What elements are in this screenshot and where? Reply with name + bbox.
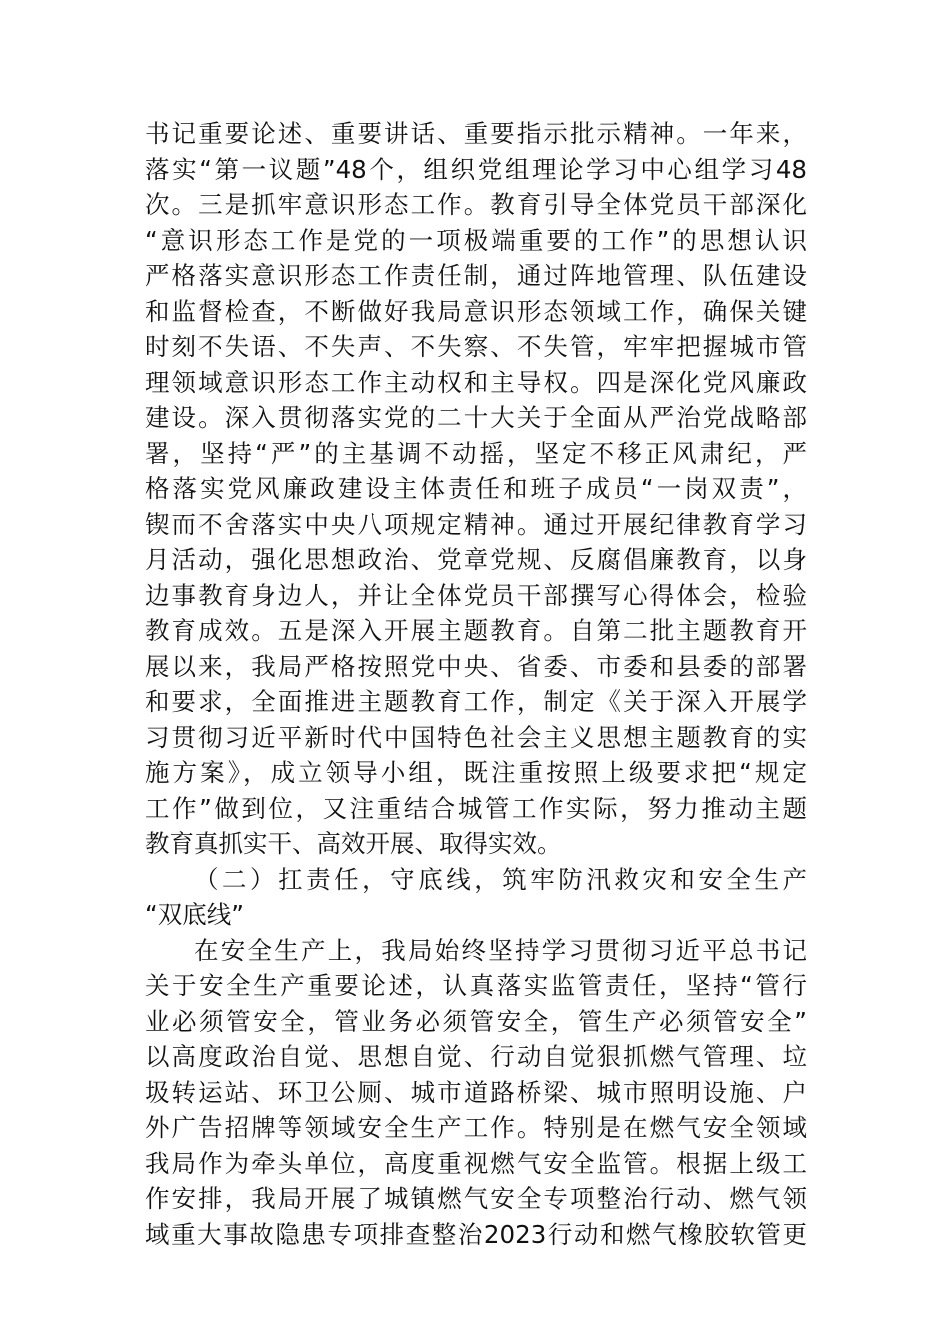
- text-line: 圾转运站、环卫公厕、城市道路桥梁、城市照明设施、户: [145, 1077, 807, 1107]
- text-line: 业必须管安全，管业务必须管安全，管生产必须管安全”: [145, 1006, 807, 1036]
- text-line: 我局作为牵头单位，高度重视燃气安全监管。根据上级工: [145, 1148, 807, 1178]
- text-line: 落实“第一议题”48个，组织党组理论学习中心组学习48: [145, 154, 807, 184]
- text-line: 施方案》，成立领导小组，既注重按照上级要求把“规定: [145, 758, 807, 787]
- text-line: 边事教育身边人，并让全体党员干部撰写心得体会，检验: [145, 580, 807, 610]
- text-line: 域重大事故隐患专项排查整治2023行动和燃气橡胶软管更: [145, 1219, 807, 1249]
- text-line: 严格落实意识形态工作责任制，通过阵地管理、队伍建设: [145, 261, 807, 290]
- text-line: 以高度政治自觉、思想自觉、行动自觉狠抓燃气管理、垃: [145, 1042, 807, 1071]
- text-line: 作安排，我局开展了城镇燃气安全专项整治行动、燃气领: [145, 1184, 807, 1213]
- text-line: 理领域意识形态工作主动权和主导权。四是深化党风廉政: [145, 367, 807, 397]
- text-line: 格落实党风廉政建设主体责任和班子成员“一岗双责”，: [145, 474, 807, 503]
- heading-line: （二）扛责任，守底线，筑牢防汛救灾和安全生产: [194, 864, 807, 894]
- section-heading: [145, 862, 807, 933]
- paragraph-party-building: [145, 116, 807, 862]
- text-line: 锲而不舍落实中央八项规定精神。通过开展纪律教育学习: [145, 509, 807, 539]
- document-body: [145, 116, 807, 1252]
- text-line: 在安全生产上，我局始终坚持学习贯彻习近平总书记: [194, 935, 807, 965]
- paragraph-safety-production: [145, 933, 807, 1253]
- text-line: 习贯彻习近平新时代中国特色社会主义思想主题教育的实: [145, 722, 807, 752]
- text-line: 和监督检查，不断做好我局意识形态领域工作，确保关键: [145, 296, 807, 326]
- text-line: “意识形态工作是党的一项极端重要的工作”的思想认识: [145, 225, 807, 255]
- text-line: 外广告招牌等领域安全生产工作。特别是在燃气安全领域: [145, 1113, 807, 1142]
- text-line: 建设。深入贯彻落实党的二十大关于全面从严治党战略部: [145, 403, 807, 432]
- text-line: 时刻不失语、不失声、不失察、不失管，牢牢把握城市管: [145, 332, 807, 361]
- text-line: 关于安全生产重要论述，认真落实监管责任，坚持“管行: [145, 971, 807, 1000]
- heading-line: “双底线”: [145, 900, 244, 929]
- text-line: 署，坚持“严”的主基调不动摇，坚定不移正风肃纪，严: [145, 438, 807, 468]
- text-line: 工作”做到位，又注重结合城管工作实际，努力推动主题: [145, 793, 807, 823]
- text-line: 书记重要论述、重要讲话、重要指示批示精神。一年来，: [145, 119, 807, 148]
- text-line: 月活动，强化思想政治、党章党规、反腐倡廉教育，以身: [145, 545, 807, 574]
- text-line: 教育真抓实干、高效开展、取得实效。: [145, 829, 562, 858]
- text-line: 和要求，全面推进主题教育工作，制定《关于深入开展学: [145, 687, 807, 716]
- text-line: 次。三是抓牢意识形态工作。教育引导全体党员干部深化: [145, 190, 807, 219]
- text-line: 教育成效。五是深入开展主题教育。自第二批主题教育开: [145, 616, 807, 645]
- text-line: 展以来，我局严格按照党中央、省委、市委和县委的部署: [145, 651, 807, 681]
